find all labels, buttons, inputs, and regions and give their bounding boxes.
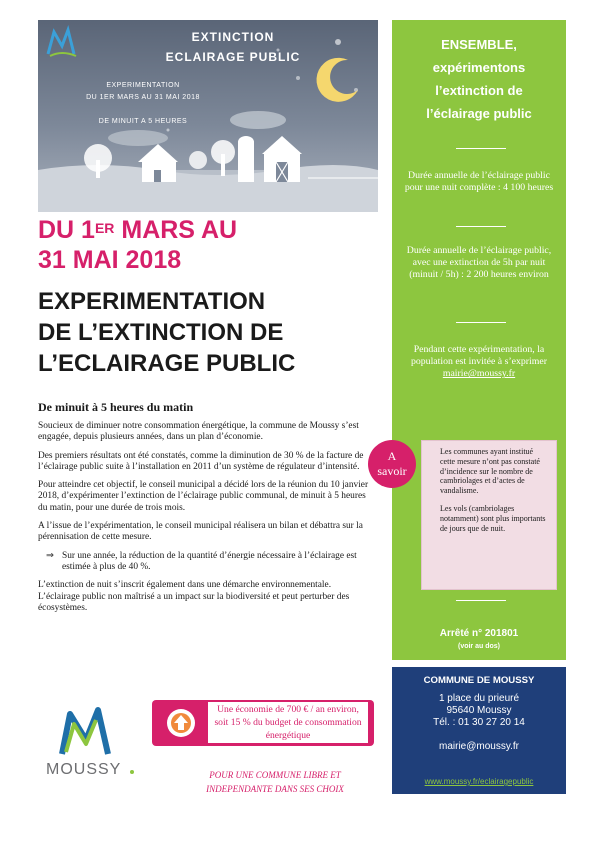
main-heading-line3: L’ECLAIRAGE PUBLIC	[38, 350, 296, 377]
arrow-up-icon	[166, 708, 196, 738]
arrete-note: (voir au dos)	[457, 643, 500, 650]
paragraph-2: Des premiers résultats ont été constatés, comme la diminution de 30 % de la facture de l’éclairage public suite à l’installation en 2011 d’un système de régulateur d’intensité.	[38, 450, 364, 472]
contact-website	[392, 777, 566, 786]
paragraph-1: Soucieux de diminuer notre consommation énergétique, la commune de Moussy s’est engagée, depuis plusieurs années, dans un plan d’économie.	[38, 421, 359, 443]
moussy-logo	[40, 702, 150, 782]
savoir-badge-line1: A	[387, 449, 397, 463]
contact-box	[392, 667, 566, 794]
divider	[456, 226, 506, 227]
paragraph-3: Pour atteindre cet objectif, le conseil municipal a décidé lors de la réunion du 10 janvier 2018, d’expérimenter l’extinction de l’éclairage public communal, de minuit à 5 heures du matin, pour une durée de trois mois.	[38, 480, 369, 513]
moon-icon	[316, 58, 358, 102]
stat-full-night: Durée annuelle de l’éclairage public pour une nuit complète : 4 100 heures	[404, 170, 554, 194]
night-farm-illustration	[38, 20, 378, 212]
bullet-item	[38, 551, 370, 574]
moussy-mini-logo	[44, 24, 80, 60]
savoir-box	[421, 440, 557, 590]
sidebar-heading-line4: l’éclairage public	[426, 106, 532, 121]
arrow-icon: ⇒	[46, 550, 54, 561]
arrete-number: Arrêté n° 201801	[439, 628, 519, 639]
banner-subtitle-line3: DE MINUIT A 5 HEURES	[98, 118, 188, 125]
economy-callout	[152, 700, 374, 746]
date-heading-part1: DU 1	[38, 216, 95, 244]
arrete-reference	[392, 627, 566, 653]
divider	[456, 600, 506, 601]
sidebar-email-link[interactable]: mairie@moussy.fr	[442, 368, 516, 380]
date-heading-line2: 31 MAI 2018	[38, 246, 182, 274]
main-heading	[38, 286, 378, 379]
stat-with-extinction: Durée annuelle de l’éclairage public, avec une extinction de 5h par nuit (minuit / 5h) : 2 200 heures environ	[406, 245, 552, 281]
savoir-badge-line2: savoir	[377, 464, 407, 478]
banner-subtitle-line1: EXPERIMENTATION	[106, 82, 180, 89]
bullet-text: Sur une année, la réduction de la quantité d’énergie nécessaire à l’éclairage est estimée à plus de 40 %.	[62, 550, 357, 572]
savoir-badge	[368, 440, 416, 488]
slogan-line1: POUR UNE COMMUNE LIBRE ET	[209, 770, 341, 780]
date-heading	[38, 215, 378, 275]
contact-title: COMMUNE DE MOUSSY	[423, 675, 535, 686]
slogan	[170, 768, 380, 796]
main-heading-line2: DE L’EXTINCTION DE	[38, 319, 284, 346]
header-banner-image	[38, 20, 378, 212]
divider	[456, 322, 506, 323]
sidebar-heading-line2: expérimentons	[432, 60, 526, 75]
date-heading-part2: MARS AU	[114, 216, 238, 244]
contact-address-line2: 95640 Moussy	[446, 705, 512, 716]
contact-address-line1: 1 place du prieuré	[438, 693, 520, 704]
logo-text: MOUSSY	[46, 761, 122, 778]
article-body	[38, 421, 370, 621]
sidebar-heading	[392, 33, 566, 125]
savoir-paragraph-1: Les communes ayant institué cette mesure n’ont pas constaté d’incidence sur le nombre de cambriolages et d’actes de vandalisme.	[440, 447, 540, 496]
website-link[interactable]: www.moussy.fr/eclairagepublic	[424, 777, 534, 786]
banner-title-line2: ECLAIRAGE PUBLIC	[165, 50, 301, 64]
slogan-line2: INDEPENDANTE DANS SES CHOIX	[206, 784, 344, 794]
sidebar-heading-line3: l’extinction de	[435, 83, 523, 98]
invite-text: Pendant cette expérimentation, la population est invitée à s’exprimer	[410, 344, 548, 368]
banner-subtitle-line2: DU 1ER MARS AU 31 MAI 2018	[86, 94, 200, 101]
sidebar-invite	[404, 344, 554, 381]
contact-email[interactable]: mairie@moussy.fr	[439, 741, 519, 752]
main-heading-line1: EXPERIMENTATION	[38, 288, 266, 315]
banner-title-line1: EXTINCTION	[191, 30, 275, 44]
paragraph-4: A l’issue de l’expérimentation, le conseil municipal réalisera un bilan et débattra sur la pérennisation de cette mesure.	[38, 521, 363, 543]
contact-phone: Tél. : 01 30 27 20 14	[433, 717, 525, 728]
subheading: De minuit à 5 heures du matin	[38, 400, 194, 414]
sidebar-heading-line1: ENSEMBLE,	[441, 37, 517, 52]
divider	[456, 148, 506, 149]
paragraph-5: L’extinction de nuit s’inscrit également dans une démarche environnementale. L’éclairage public non maîtrisé a un impact sur la biodiversité et peut perturber des écosystèmes.	[38, 580, 350, 613]
economy-text: Une économie de 700 € / an environ, soit 15 % du budget de consommation énergétique	[208, 702, 368, 743]
date-heading-sup: ER	[94, 220, 115, 236]
savoir-paragraph-2: Les vols (cambriolages notamment) sont plus importants de jours que de nuit.	[440, 503, 546, 533]
